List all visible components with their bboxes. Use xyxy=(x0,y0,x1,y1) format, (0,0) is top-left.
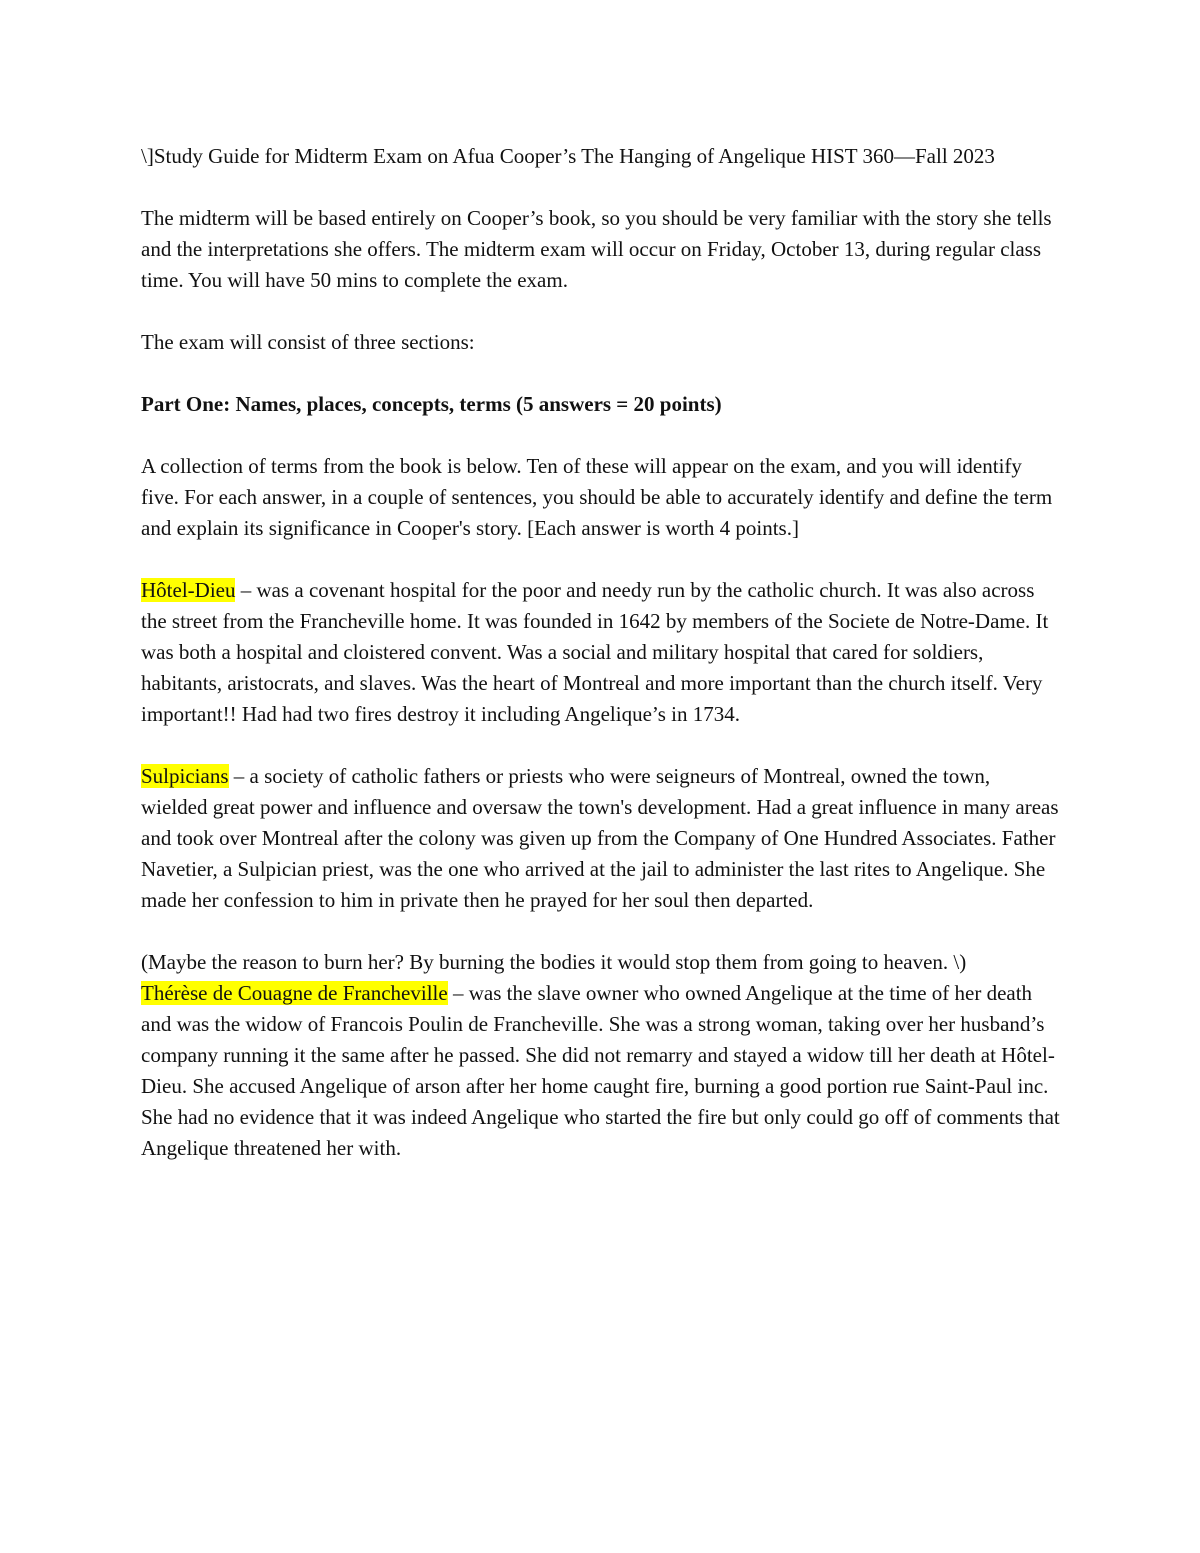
highlighted-term: Thérèse de Couagne de Francheville xyxy=(141,981,448,1005)
term-definition: – was a covenant hospital for the poor and needy run by the catholic church. It was also across the street from the Francheville home. It was founded in 1642 by members of the Societe de Notre-Dame. It was both a hospital and cloistered convent. Was a social and military hospital that cared for soldiers, habitants, aristocrats, and slaves. Was the heart of Montreal and more important than the church itself. Very important!! Had had two fires destroy it including Angelique’s in 1734. xyxy=(141,578,1049,726)
intro-paragraph: The midterm will be based entirely on Cooper’s book, so you should be very familiar with the story she tells and the interpretations she offers. The midterm exam will occur on Friday, October 13, during regular class time. You will have 50 mins to complete the exam. xyxy=(141,206,1052,292)
document-title: \]Study Guide for Midterm Exam on Afua Cooper’s The Hanging of Angelique HIST 360—Fall 2023 xyxy=(141,144,995,168)
part-one-heading: Part One: Names, places, concepts, terms (5 answers = 20 points) xyxy=(141,392,722,416)
document-body xyxy=(141,141,1061,1195)
highlighted-term: Hôtel-Dieu xyxy=(141,578,236,602)
term-definition: – was the slave owner who owned Angelique at the time of her death and was the widow of Francois Poulin de Francheville. She was a strong woman, taking over her husband’s company running it the same after he passed. She did not remarry and stayed a widow till her death at Hôtel-Dieu. She accused Angelique of arson after her home caught fire, burning a good portion rue Saint-Paul inc. She had no evidence that it was indeed Angelique who started the fire but only could go off of comments that Angelique threatened her with. xyxy=(141,981,1060,1160)
term-entry-therese xyxy=(141,978,1061,1164)
term-definition: – a society of catholic fathers or priests who were seigneurs of Montreal, owned the town, wielded great power and influence and oversaw the town's development. Had a great influence in many areas and took over Montreal after the colony was given up from the Company of One Hundred Associates. Father Navetier, a Sulpician priest, was the one who arrived at the jail to administer the last rites to Angelique. She made her confession to him in private then he prayed for her soul then departed. xyxy=(141,764,1059,912)
term-entry-hotel-dieu xyxy=(141,575,1061,730)
part-one-description: A collection of terms from the book is below. Ten of these will appear on the exam, and you will identify five. For each answer, in a couple of sentences, you should be able to accurately identify and define the term and explain its significance in Cooper's story. [Each answer is worth 4 points.] xyxy=(141,454,1053,540)
note-paragraph: (Maybe the reason to burn her? By burning the bodies it would stop them from going to heaven. \) xyxy=(141,950,967,974)
highlighted-term: Sulpicians xyxy=(141,764,229,788)
sections-intro: The exam will consist of three sections: xyxy=(141,330,475,354)
term-entry-sulpicians xyxy=(141,761,1061,916)
